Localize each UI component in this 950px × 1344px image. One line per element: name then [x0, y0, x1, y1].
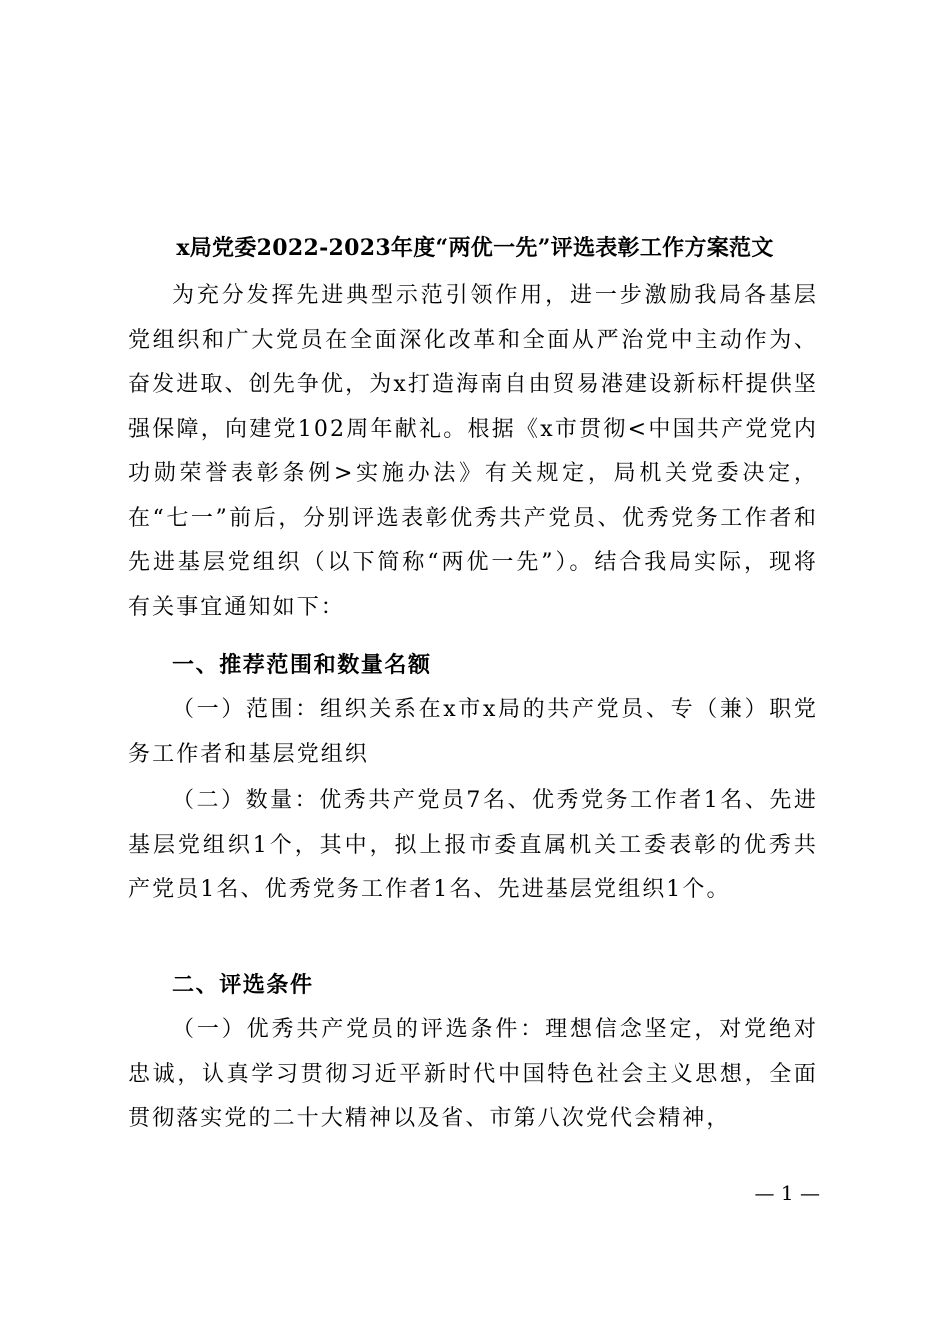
- document-title: x局党委2022-2023年度“两优一先”评选表彰工作方案范文: [176, 235, 774, 261]
- section-2-item-1: [128, 1008, 818, 1142]
- section-1-heading: 一、推荐范围和数量名额: [172, 653, 432, 678]
- section-1-item-1: （一）范围：组织关系在x市x局的共产党员、专（兼）职党务工作者和基层党组织: [128, 697, 818, 767]
- section-2-heading: 二、评选条件: [172, 973, 314, 998]
- page-number: — 1 —: [754, 1181, 820, 1205]
- section-2-item-1-text: 理想信念坚定，对党绝对忠诚，认真学习贯彻习近平新时代中国特色社会主义思想，全面贯彻落实党的二十大精神以及省、市第八次党代会精神，: [128, 1017, 818, 1131]
- section-1-item-2: （二）数量：优秀共产党员7名、优秀党务工作者1名、先进基层党组织1个，其中，拟上报市委直属机关工委表彰的优秀共产党员1名、优秀党务工作者1名、先进基层党组织1个。: [128, 788, 818, 902]
- intro-paragraph: 为充分发挥先进典型示范引领作用，进一步激励我局各基层党组织和广大党员在全面深化改革和全面从严治党中主动作为、奋发进取、创先争优，为x打造海南自由贸易港建设新标杆提供坚强保障，向建党102周年献礼。根据《x市贯彻<中国共产党党内功勋荣誉表彰条例>实施办法》有关规定，局机关党委决定，在“七一”前后，分别评选表彰优秀共产党员、优秀党务工作者和先进基层党组织（以下简称“两优一先”）。结合我局实际，现将有关事宜通知如下：: [128, 283, 818, 620]
- section-2-item-1-lead: （一）优秀共产党员的评选条件：: [172, 1017, 546, 1042]
